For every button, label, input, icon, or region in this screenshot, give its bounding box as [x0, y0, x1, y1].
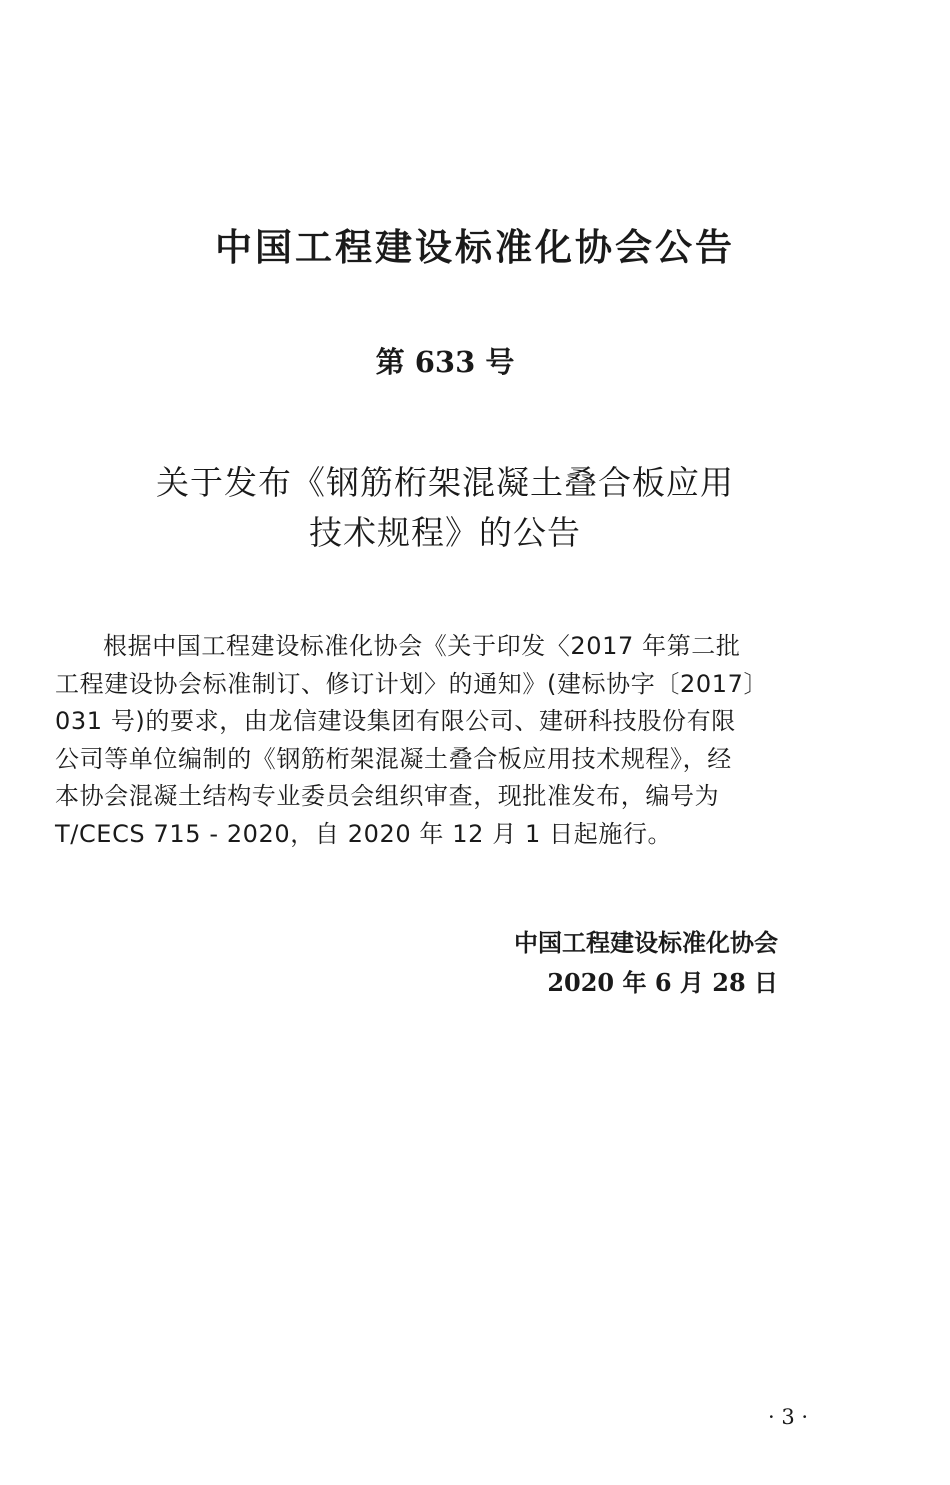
announcement-header-title: 中国工程建设标准化协会公告 — [215, 226, 735, 269]
body-line: 公司等单位编制的《钢筋桁架混凝土叠合板应用技术规程》，经 — [55, 744, 732, 773]
notice-subject-line: 关于发布《钢筋桁架混凝土叠合板应用 — [156, 463, 734, 502]
body-line: T/CECS 715 - 2020，自 2020 年 12 月 1 日起施行。 — [55, 819, 673, 848]
issue-date: 2020 年 6 月 28 日 — [547, 968, 778, 997]
body-line: 本协会混凝土结构专业委员会组织审查，现批准发布，编号为 — [55, 782, 720, 810]
notice-number: 第 633 号 — [375, 345, 515, 379]
page-number: · 3 · — [767, 1405, 809, 1429]
notice-body — [55, 628, 840, 853]
body-line: 根据中国工程建设标准化协会《关于印发〈2017 年第二批 — [103, 632, 741, 660]
issuing-organization: 中国工程建设标准化协会 — [514, 929, 778, 957]
notice-subject — [0, 458, 890, 558]
notice-subject-line: 技术规程》的公告 — [309, 513, 581, 552]
body-line: 031 号)的要求，由龙信建设集团有限公司、建研科技股份有限 — [55, 707, 736, 735]
body-line: 工程建设协会标准制订、修订计划〉的通知》(建标协字〔2017〕 — [55, 669, 769, 698]
